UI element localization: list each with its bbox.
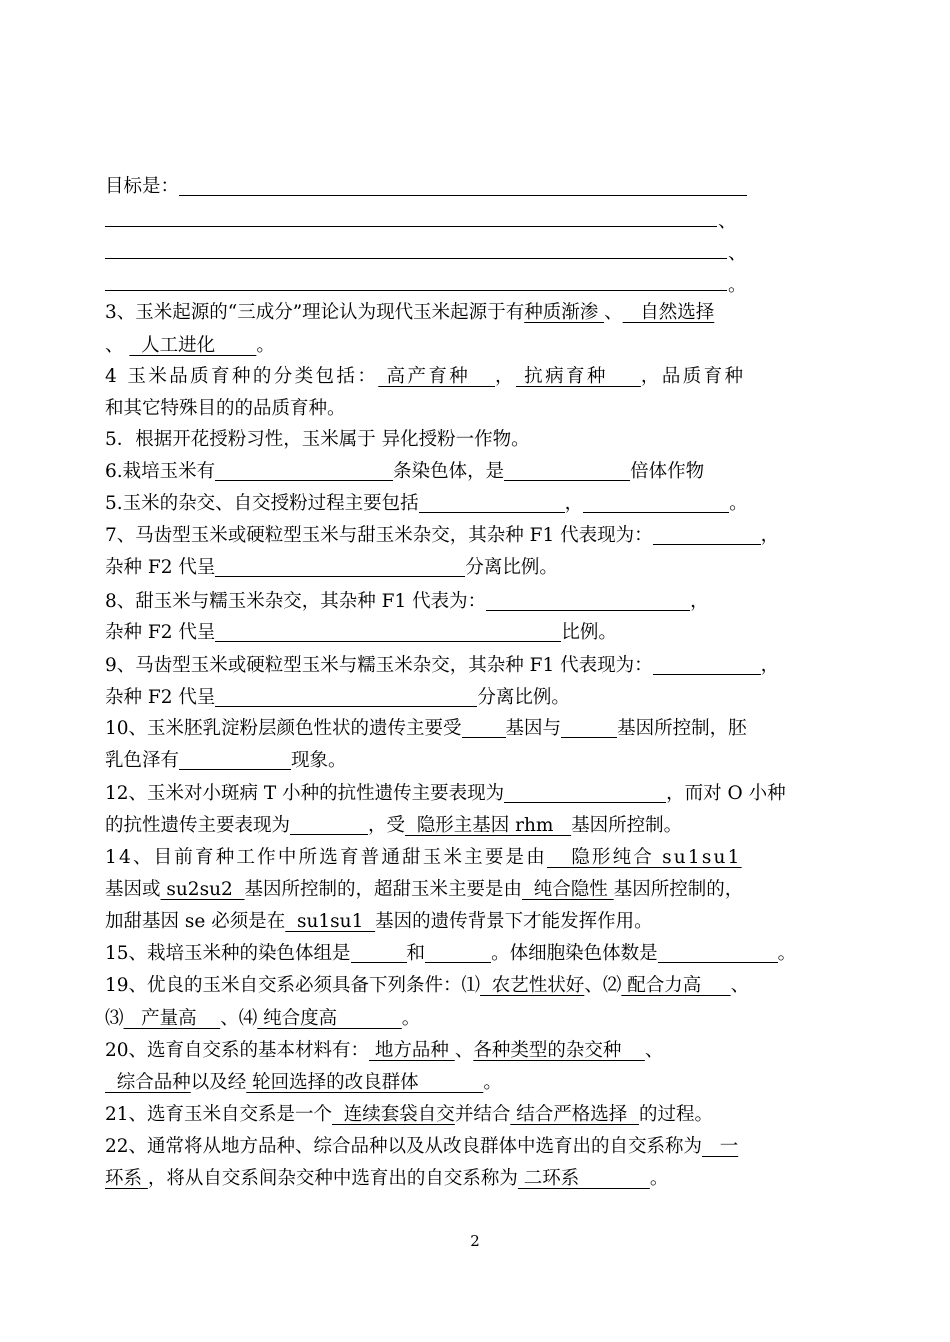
goal-label: 目标是： [105,176,180,197]
goal-punct-1: 、 [718,211,737,232]
q10-line-1 [105,714,747,744]
q8-end: ， [690,591,709,612]
q5b-text: 5.玉米的杂交、自交授粉过程主要包括 [105,493,419,514]
q7-line-2 [105,553,558,583]
q22-answer-2: 二环系 [517,1168,650,1189]
q5b-blank-2 [583,490,729,513]
q4-text-rest: ，品质育种 [640,366,746,387]
q6-text-mid: 条染色体，是 [393,461,505,482]
q9-end-line2: 分离比例。 [477,687,570,708]
q12-line-1 [105,779,786,809]
q15-line [105,939,796,969]
q20-sep: 、 [454,1040,474,1061]
q14-answer-4: su1su1 [285,911,376,932]
q4-answer-2: 抗病育种 [515,366,641,387]
goal-rule-1 [105,226,717,227]
goal-punct-3: 。 [728,275,747,296]
q3-sep: 、 [604,302,623,323]
q10-blank-1 [462,715,506,738]
q3-end: 。 [256,335,275,356]
q21-answer-2: 结合严格选择 [510,1104,639,1125]
q3-answer-2: 自然选择 [622,302,715,323]
q10-text-mid1: 基因与 [505,718,562,739]
q22-answer-1-cont: 环系 [105,1168,148,1189]
q4-line-1 [105,362,745,392]
q19-sep: 、 [730,975,750,996]
q15-text-mid2: 。体细胞染色体数是 [491,943,658,964]
q21-text-mid: 并结合 [454,1104,511,1125]
q15-text-mid1: 和 [406,943,426,964]
q14-text-line2-mid: 基因所控制的，超甜玉米主要是由 [244,879,523,900]
q5b-line [105,489,748,519]
q9-end: ， [760,655,780,676]
q20-line-1 [105,1036,663,1066]
q10-text-mid2: 基因所控制，胚 [617,718,747,739]
q9-blank-2 [215,684,477,707]
q22-answer-1: 一 [702,1136,739,1157]
q19-end: 。 [401,1008,421,1029]
q9-line-2 [105,683,570,713]
q19-line-1 [105,971,749,1001]
q20-answer-4: 轮回选择的改良群体 [246,1072,484,1093]
q14-text: 14、目前育种工作中所选育普通甜玉米主要是由 [105,847,547,868]
q8-line-2 [105,618,617,648]
q12-text-line2-mid: ，受 [368,815,406,836]
q21-text: 21、选育玉米自交系是一个 [105,1104,333,1125]
q19-sep: 、⑵ [584,975,622,996]
q14-line-2 [105,875,743,905]
q14-answer-3: 纯合隐性 [522,879,614,900]
q10-blank-2 [561,715,617,738]
goal-punct-2: 、 [728,243,747,264]
q14-text-line3: 加甜基因 se 必须是在 [105,911,286,932]
q21-line [105,1100,713,1130]
q10-end: 现象。 [291,750,347,771]
q20-text: 20、选育自交系的基本材料有： [105,1040,370,1061]
q4-text: 4 玉米品质育种的分类包括： [105,366,379,387]
q21-end: 的过程。 [638,1104,713,1125]
q6-end: 倍体作物 [630,461,705,482]
q7-blank-1 [653,522,761,545]
q22-line-1 [105,1132,738,1162]
q19-answer-1: 农艺性状好 [480,975,585,996]
q19-answer-4: 纯合度高 [257,1008,402,1029]
q7-end: ， [760,525,780,546]
q9-text-line2: 杂种 F2 代呈 [105,687,216,708]
q5b-end: 。 [729,493,748,514]
q7-text-line2: 杂种 F2 代呈 [105,557,216,578]
goal-rule-3 [105,290,727,291]
q10-text-line2: 乳色泽有 [105,750,180,771]
q10-text: 10、玉米胚乳淀粉层颜色性状的遗传主要受 [105,718,462,739]
q12-blank-2 [290,812,368,835]
q19-text: 19、优良的玉米自交系必须具备下列条件：⑴ [105,975,481,996]
q21-answer-1: 连续套袋自交 [332,1104,455,1125]
q14-line-3 [105,907,653,937]
q12-text: 12、玉米对小斑病 T 小种的抗性遗传主要表现为 [105,783,505,804]
q9-text: 9、马齿型玉米或硬粒型玉米与糯玉米杂交，其杂种 F1 代表现为： [105,655,653,676]
q19-answer-2: 配合力高 [621,975,731,996]
q7-blank-2 [215,554,465,577]
q4-line-2 [105,394,346,424]
q12-text-line2: 的抗性遗传主要表现为 [105,815,291,836]
q4-answer-1: 高产育种 [378,366,495,387]
q20-answer-2: 各种类型的杂交种 [473,1040,645,1061]
q8-text-line2: 杂种 F2 代呈 [105,622,216,643]
q20-text-line2-mid: 以及经 [190,1072,247,1093]
q15-text: 15、栽培玉米种的染色体组是 [105,943,351,964]
q12-end: 基因所控制。 [571,815,683,836]
q3-answer-3: 人工进化 [129,335,257,356]
q4-text-line2: 和其它特殊目的的品质育种。 [105,398,346,419]
q3-text: 3、玉米起源的“三成分”理论认为现代玉米起源于有 [105,302,525,323]
q8-end-line2: 比例。 [561,622,617,643]
q20-end: 。 [483,1072,502,1093]
q14-text-line2: 基因或 [105,879,161,900]
q22-text: 22、通常将从地方品种、综合品种以及从改良群体中选育出的自交系称为 [105,1136,703,1157]
q8-text: 8、甜玉米与糯玉米杂交，其杂种 F1 代表为： [105,591,487,612]
q14-line-1 [105,843,742,873]
q22-text-line2-mid: ，将从自交系间杂交种中选育出的自交系称为 [147,1168,518,1189]
q5a-text: 5．根据开花授粉习性，玉米属于 异化授粉一作物。 [105,429,530,450]
q5b-blank-1 [419,490,565,513]
q20-answer-1: 地方品种 [369,1040,455,1061]
q6-blank-1 [215,458,393,481]
q6-text: 6.栽培玉米有 [105,461,216,482]
q15-blank-3 [658,940,778,963]
q14-end: 基因的遗传背景下才能发挥作用。 [375,911,653,932]
q20-answer-3: 综合品种 [105,1072,191,1093]
q9-blank-1 [653,652,761,675]
q7-line-1 [105,521,779,551]
q8-blank-1 [486,588,690,611]
goal-rule-2 [105,258,727,259]
q19-sep: 、⑷ [220,1008,258,1029]
q12-line-2 [105,811,682,841]
q14-answer-1: 隐形纯合 su1su1 [546,847,742,868]
q15-end: 。 [777,943,797,964]
q22-end: 。 [649,1168,669,1189]
q14-text-line2-end: 基因所控制的， [613,879,744,900]
q15-blank-2 [425,940,491,963]
q6-line [105,457,704,487]
q15-blank-1 [351,940,407,963]
q19-answer-3: 产量高 [123,1008,221,1029]
q19-line-2 [105,1004,420,1034]
q5a-line [105,425,530,455]
q22-line-2 [105,1164,668,1194]
q7-end-line2: 分离比例。 [465,557,558,578]
q14-answer-2: su2su2 [160,879,245,900]
q10-blank-3 [179,747,291,770]
q3-line-1 [105,298,714,328]
goal-blank [179,173,747,196]
q3-sep: 、 [105,335,130,356]
q20-sep: 、 [644,1040,664,1061]
q10-line-2 [105,746,347,776]
q3-line-2 [105,331,275,361]
goal-line [105,172,747,202]
q4-sep: ， [495,366,516,387]
q5b-sep: ， [564,493,584,514]
q7-text: 7、马齿型玉米或硬粒型玉米与甜玉米杂交，其杂种 F1 代表现为： [105,525,653,546]
q12-text-mid: ，而对 O 小种 [666,783,786,804]
q9-line-1 [105,651,779,681]
q8-blank-2 [215,619,561,642]
q8-line-1 [105,587,709,617]
q19-text-line2: ⑶ [105,1008,124,1029]
q3-answer-1: 种质渐渗 [524,302,605,323]
q12-blank-1 [504,780,666,803]
q12-answer: 隐形主基因 rhm [405,815,572,836]
q6-blank-2 [504,458,630,481]
q20-line-2 [105,1068,502,1098]
page-number: 2 [470,1232,480,1250]
